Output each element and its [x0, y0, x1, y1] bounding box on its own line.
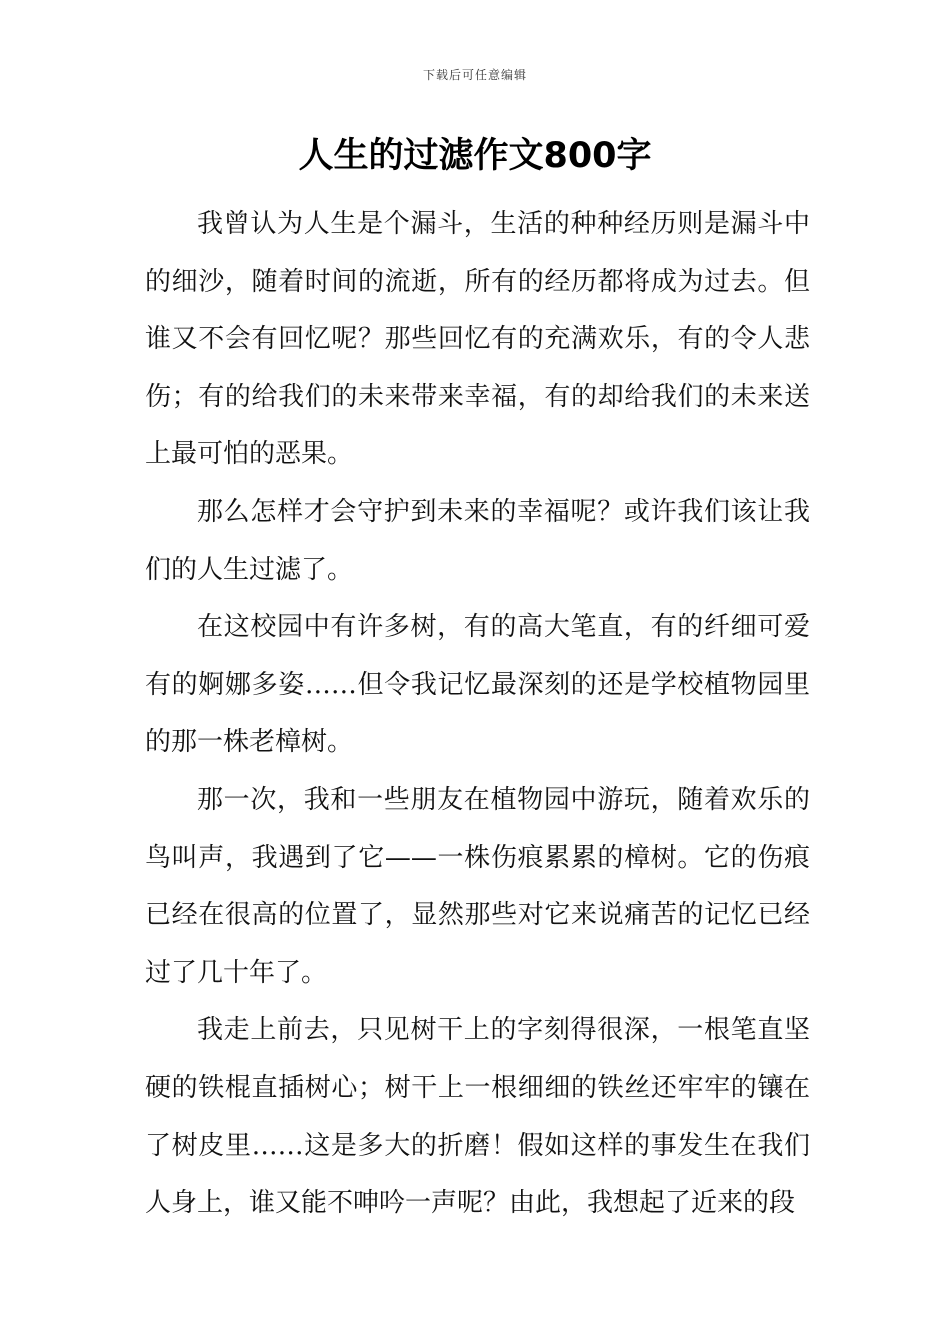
paragraph-4: 那一次，我和一些朋友在植物园中游玩，随着欢乐的鸟叫声，我遇到了它——一株伤痕累累的樟树。它的伤痕已经在很高的位置了，显然那些对它来说痛苦的记忆已经过了几十年了。 — [145, 784, 810, 988]
paragraph-1: 我曾认为人生是个漏斗，生活的种种经历则是漏斗中的细沙，随着时间的流逝，所有的经历都将成为过去。但谁又不会有回忆呢？那些回忆有的充满欢乐，有的令人悲伤；有的给我们的未来带来幸福，有的却给我们的未来送上最可怕的恶果。 — [145, 209, 810, 470]
header-note: 下载后可任意编辑 — [422, 68, 527, 82]
paragraph-2: 那么怎样才会守护到未来的幸福呢？或许我们该让我们的人生过滤了。 — [145, 496, 810, 585]
paragraph-3: 在这校园中有许多树，有的高大笔直，有的纤细可爱有的婀娜多姿……但令我记忆最深刻的还是学校植物园里的那一株老樟树。 — [145, 612, 810, 758]
page-title: 人生的过滤作文800字 — [298, 136, 652, 176]
paragraph-5: 我走上前去，只见树干上的字刻得很深，一根笔直坚硬的铁棍直插树心；树干上一根细细的铁丝还牢牢的镶在了树皮里……这是多大的折磨！假如这样的事发生在我们人身上，谁又能不呻吟一声呢？由此，我想起了近来的段 — [145, 1015, 810, 1219]
article-body — [145, 196, 810, 1233]
